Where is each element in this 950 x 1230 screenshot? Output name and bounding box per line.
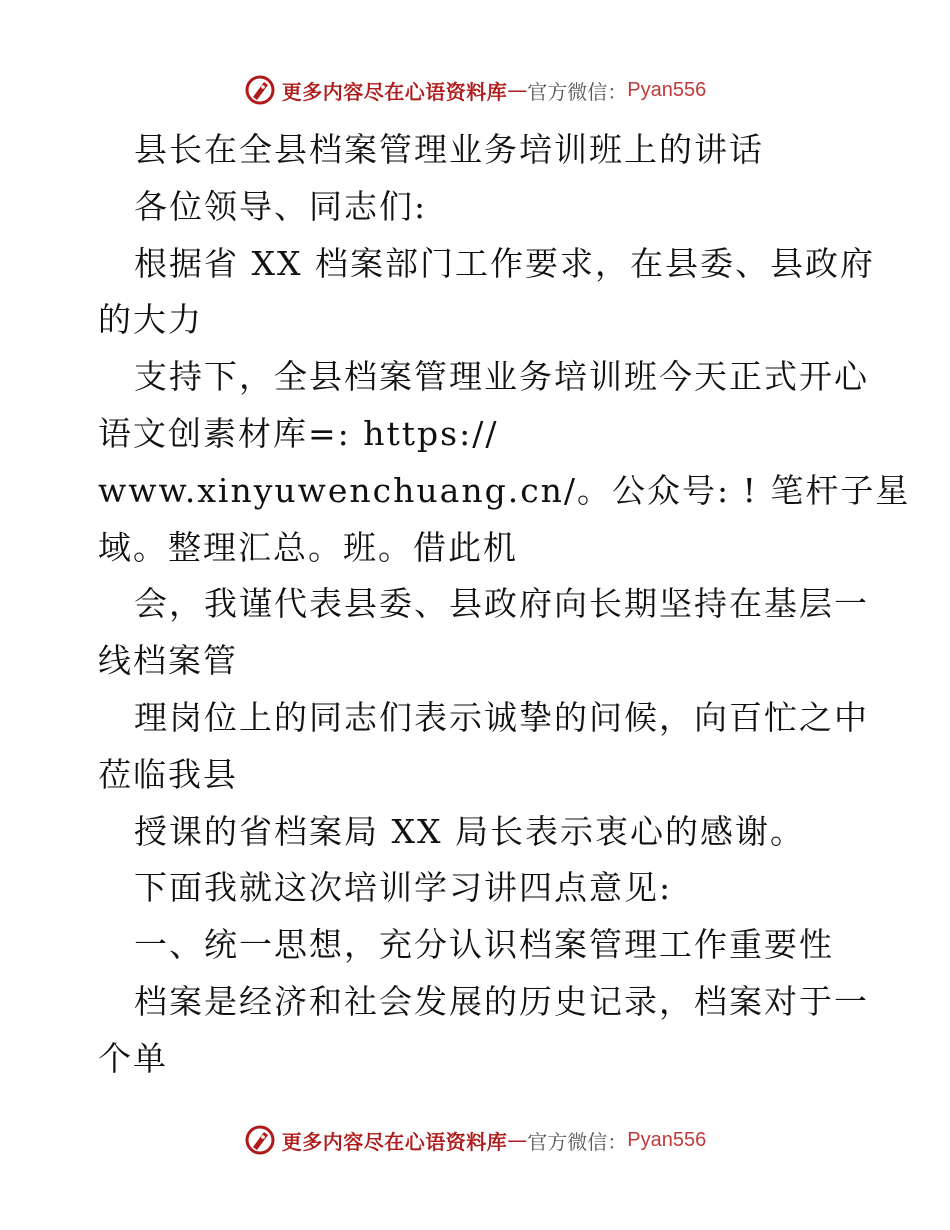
text-line: 的大力	[98, 300, 203, 340]
document-body	[98, 122, 911, 1088]
pen-nib-circle-icon	[244, 74, 276, 106]
banner-wechat-label: 官方微信：	[527, 1129, 628, 1154]
text-line: www.xinyuwenchuang.cn/。公众号: ! 笔杆子星	[98, 470, 911, 510]
text-line: 语文创素材库=: https://	[98, 413, 499, 453]
pen-nib-circle-icon	[244, 1124, 276, 1156]
document-title: 县长在全县档案管理业务培训班上的讲话	[134, 130, 764, 169]
text-line: 莅临我县	[98, 754, 238, 794]
text-line: 线档案管	[98, 641, 238, 681]
footer-banner	[0, 1120, 950, 1160]
salutation: 各位领导、同志们:	[134, 186, 428, 226]
banner-wechat-id: Pyan556	[627, 1128, 707, 1151]
text-line: 根据省 XX 档案部门工作要求，在县委、县政府	[134, 243, 875, 283]
banner-wechat-label: 官方微信：	[527, 79, 628, 104]
header-banner	[0, 70, 950, 110]
banner-main-text: 更多内容尽在心语资料库	[281, 79, 508, 104]
banner-separator: —	[507, 1128, 528, 1152]
banner-main-text: 更多内容尽在心语资料库	[281, 1129, 508, 1154]
text-line: 会，我谨代表县委、县政府向长期坚持在基层一	[134, 584, 869, 624]
banner-separator: —	[507, 78, 528, 102]
text-line: 下面我就这次培训学习讲四点意见:	[134, 868, 673, 908]
text-line: 个单	[98, 1038, 168, 1078]
text-line: 授课的省档案局 XX 局长表示衷心的感谢。	[134, 811, 805, 851]
text-line: 理岗位上的同志们表示诚挚的问候，向百忙之中	[134, 697, 869, 737]
text-line: 支持下，全县档案管理业务培训班今天正式开心	[134, 357, 869, 397]
banner-wechat-id: Pyan556	[627, 78, 707, 101]
text-line: 域。整理汇总。班。借此机	[98, 527, 518, 567]
section-heading: 一、统一思想，充分认识档案管理工作重要性	[134, 925, 834, 965]
text-line: 档案是经济和社会发展的历史记录，档案对于一	[134, 981, 869, 1021]
